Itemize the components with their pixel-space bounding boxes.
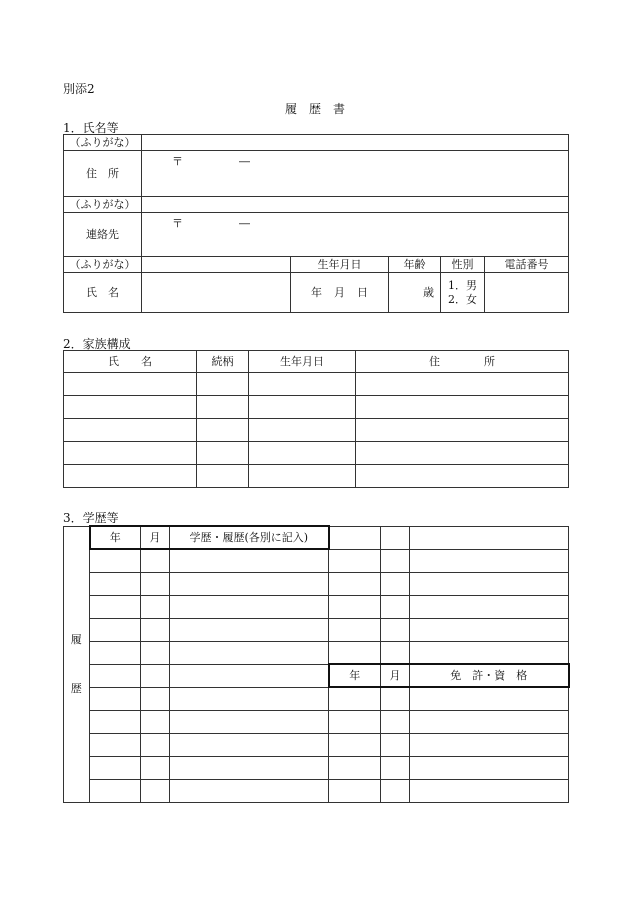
sex-option-female: 2．女 bbox=[448, 292, 477, 306]
postal-dash: ― bbox=[239, 217, 250, 230]
history-month-cell[interactable] bbox=[141, 733, 170, 756]
history-text-cell[interactable] bbox=[170, 664, 329, 687]
table-row bbox=[64, 733, 569, 756]
license-text-cell[interactable] bbox=[410, 733, 569, 756]
family-col-birth: 生年月日 bbox=[249, 351, 356, 373]
family-birth-cell[interactable] bbox=[249, 373, 356, 396]
postal-mark: 〒 bbox=[172, 155, 183, 168]
history-text-cell[interactable] bbox=[170, 641, 329, 664]
section1-heading: 1．氏名等 bbox=[63, 121, 119, 135]
family-address-cell[interactable] bbox=[356, 442, 569, 465]
history-cell[interactable] bbox=[381, 618, 410, 641]
family-name-cell[interactable] bbox=[64, 396, 197, 419]
doc-title: 履 歴 書 bbox=[284, 102, 345, 116]
birthdate-year: 年 bbox=[311, 285, 322, 299]
family-relation-cell[interactable] bbox=[197, 373, 249, 396]
contact-field[interactable] bbox=[142, 213, 569, 257]
family-relation-cell[interactable] bbox=[197, 419, 249, 442]
license-month-cell[interactable] bbox=[381, 779, 410, 802]
table-row bbox=[64, 419, 569, 442]
table-row bbox=[64, 442, 569, 465]
table-row bbox=[64, 549, 569, 572]
table-row bbox=[64, 618, 569, 641]
personal-info-table bbox=[63, 134, 569, 313]
license-year-cell[interactable] bbox=[329, 779, 381, 802]
family-relation-cell[interactable] bbox=[197, 396, 249, 419]
phone-header: 電話番号 bbox=[485, 257, 569, 273]
history-text-cell[interactable] bbox=[170, 618, 329, 641]
name-furigana-field[interactable] bbox=[142, 257, 291, 273]
history-text-cell[interactable] bbox=[170, 595, 329, 618]
history-cell[interactable] bbox=[381, 641, 410, 664]
license-text-cell[interactable] bbox=[410, 756, 569, 779]
section3-heading: 3．学歴等 bbox=[63, 511, 119, 525]
history-year-cell[interactable] bbox=[90, 572, 141, 595]
license-month-cell[interactable] bbox=[381, 687, 410, 710]
name-field[interactable] bbox=[142, 273, 291, 313]
history-year-cell[interactable] bbox=[90, 710, 141, 733]
history-month-cell[interactable] bbox=[141, 779, 170, 802]
furigana-label-contact: （ふりがな） bbox=[64, 197, 142, 213]
sex-header: 性別 bbox=[441, 257, 485, 273]
family-address-cell[interactable] bbox=[356, 396, 569, 419]
history-year-cell[interactable] bbox=[90, 756, 141, 779]
family-name-cell[interactable] bbox=[64, 442, 197, 465]
license-col-title: 免 許・資 格 bbox=[410, 664, 569, 687]
family-table bbox=[63, 350, 569, 488]
history-col-history: 学歴・履歴(各別に記入) bbox=[170, 526, 329, 549]
history-cell[interactable] bbox=[329, 572, 381, 595]
history-year-cell[interactable] bbox=[90, 687, 141, 710]
contact-label: 連絡先 bbox=[64, 213, 142, 257]
history-year-cell[interactable] bbox=[90, 664, 141, 687]
family-address-cell[interactable] bbox=[356, 373, 569, 396]
history-month-cell[interactable] bbox=[141, 687, 170, 710]
license-col-month: 月 bbox=[381, 664, 410, 687]
license-text-cell[interactable] bbox=[410, 687, 569, 710]
history-cell[interactable] bbox=[410, 618, 569, 641]
history-month-cell[interactable] bbox=[141, 664, 170, 687]
family-col-name: 氏 名 bbox=[64, 351, 197, 373]
history-cell[interactable] bbox=[381, 526, 410, 549]
age-field[interactable] bbox=[389, 273, 441, 313]
history-cell[interactable] bbox=[329, 549, 381, 572]
table-row bbox=[64, 779, 569, 802]
history-year-cell[interactable] bbox=[90, 595, 141, 618]
history-month-cell[interactable] bbox=[141, 641, 170, 664]
history-year-cell[interactable] bbox=[90, 549, 141, 572]
history-text-cell[interactable] bbox=[170, 779, 329, 802]
history-month-cell[interactable] bbox=[141, 618, 170, 641]
family-birth-cell[interactable] bbox=[249, 442, 356, 465]
family-address-cell[interactable] bbox=[356, 419, 569, 442]
table-row bbox=[64, 641, 569, 664]
history-side-label bbox=[64, 526, 90, 802]
family-name-cell[interactable] bbox=[64, 465, 197, 488]
history-month-cell[interactable] bbox=[141, 756, 170, 779]
history-cell[interactable] bbox=[410, 549, 569, 572]
history-year-cell[interactable] bbox=[90, 779, 141, 802]
history-text-cell[interactable] bbox=[170, 756, 329, 779]
name-label: 氏 名 bbox=[64, 273, 142, 313]
history-text-cell[interactable] bbox=[170, 549, 329, 572]
address-furigana-field[interactable] bbox=[142, 135, 569, 151]
history-month-cell[interactable] bbox=[141, 710, 170, 733]
table-row bbox=[64, 710, 569, 733]
birthdate-field[interactable] bbox=[291, 273, 389, 313]
sex-option-male: 1．男 bbox=[448, 279, 477, 293]
history-year-cell[interactable] bbox=[90, 641, 141, 664]
license-year-cell[interactable] bbox=[329, 733, 381, 756]
address-label: 住 所 bbox=[64, 151, 142, 197]
address-field[interactable] bbox=[142, 151, 569, 197]
table-row bbox=[64, 756, 569, 779]
family-name-cell[interactable] bbox=[64, 373, 197, 396]
family-relation-cell[interactable] bbox=[197, 465, 249, 488]
history-cell[interactable] bbox=[329, 526, 381, 549]
license-year-cell[interactable] bbox=[329, 710, 381, 733]
furigana-label-name: （ふりがな） bbox=[64, 257, 142, 273]
license-text-cell[interactable] bbox=[410, 779, 569, 802]
table-row bbox=[64, 373, 569, 396]
history-col-month: 月 bbox=[141, 526, 170, 549]
age-unit: 歳 bbox=[423, 285, 434, 299]
history-cell[interactable] bbox=[329, 595, 381, 618]
birthdate-day: 日 bbox=[357, 285, 368, 299]
history-cell[interactable] bbox=[381, 572, 410, 595]
birthdate-month: 月 bbox=[334, 285, 345, 299]
history-month-cell[interactable] bbox=[141, 595, 170, 618]
license-month-cell[interactable] bbox=[381, 756, 410, 779]
history-text-cell[interactable] bbox=[170, 687, 329, 710]
table-row bbox=[64, 595, 569, 618]
family-address-cell[interactable] bbox=[356, 465, 569, 488]
family-name-cell[interactable] bbox=[64, 419, 197, 442]
sex-field[interactable] bbox=[441, 273, 485, 313]
history-month-cell[interactable] bbox=[141, 572, 170, 595]
history-cell[interactable] bbox=[410, 526, 569, 549]
phone-field[interactable] bbox=[485, 273, 569, 313]
postal-dash: ― bbox=[239, 155, 250, 168]
history-cell[interactable] bbox=[329, 641, 381, 664]
postal-mark: 〒 bbox=[172, 217, 183, 230]
history-col-year: 年 bbox=[90, 526, 141, 549]
license-month-cell[interactable] bbox=[381, 733, 410, 756]
history-year-cell[interactable] bbox=[90, 618, 141, 641]
history-text-cell[interactable] bbox=[170, 572, 329, 595]
history-cell[interactable] bbox=[329, 618, 381, 641]
license-text-cell[interactable] bbox=[410, 710, 569, 733]
history-cell[interactable] bbox=[381, 595, 410, 618]
history-year-cell[interactable] bbox=[90, 733, 141, 756]
license-col-year: 年 bbox=[329, 664, 381, 687]
family-col-address: 住 所 bbox=[356, 351, 569, 373]
history-side-char-1: 履 bbox=[70, 632, 82, 646]
table-row bbox=[64, 687, 569, 710]
history-cell[interactable] bbox=[410, 595, 569, 618]
history-text-cell[interactable] bbox=[170, 733, 329, 756]
license-year-cell[interactable] bbox=[329, 756, 381, 779]
table-row bbox=[64, 572, 569, 595]
history-table bbox=[63, 525, 570, 803]
history-text-cell[interactable] bbox=[170, 710, 329, 733]
history-month-cell[interactable] bbox=[141, 549, 170, 572]
family-relation-cell[interactable] bbox=[197, 442, 249, 465]
section2-heading: 2．家族構成 bbox=[63, 337, 131, 351]
birthdate-header: 生年月日 bbox=[291, 257, 389, 273]
table-row bbox=[64, 664, 569, 687]
table-row bbox=[64, 465, 569, 488]
contact-furigana-field[interactable] bbox=[142, 197, 569, 213]
history-side-char-2: 歴 bbox=[70, 682, 82, 695]
family-birth-cell[interactable] bbox=[249, 419, 356, 442]
history-cell[interactable] bbox=[381, 549, 410, 572]
history-cell[interactable] bbox=[410, 641, 569, 664]
family-birth-cell[interactable] bbox=[249, 396, 356, 419]
license-month-cell[interactable] bbox=[381, 710, 410, 733]
history-cell[interactable] bbox=[410, 572, 569, 595]
license-year-cell[interactable] bbox=[329, 687, 381, 710]
table-row bbox=[64, 396, 569, 419]
doc-label: 別添2 bbox=[63, 82, 95, 96]
family-birth-cell[interactable] bbox=[249, 465, 356, 488]
family-col-relation: 続柄 bbox=[197, 351, 249, 373]
furigana-label-address: （ふりがな） bbox=[64, 135, 142, 151]
age-header: 年齢 bbox=[389, 257, 441, 273]
